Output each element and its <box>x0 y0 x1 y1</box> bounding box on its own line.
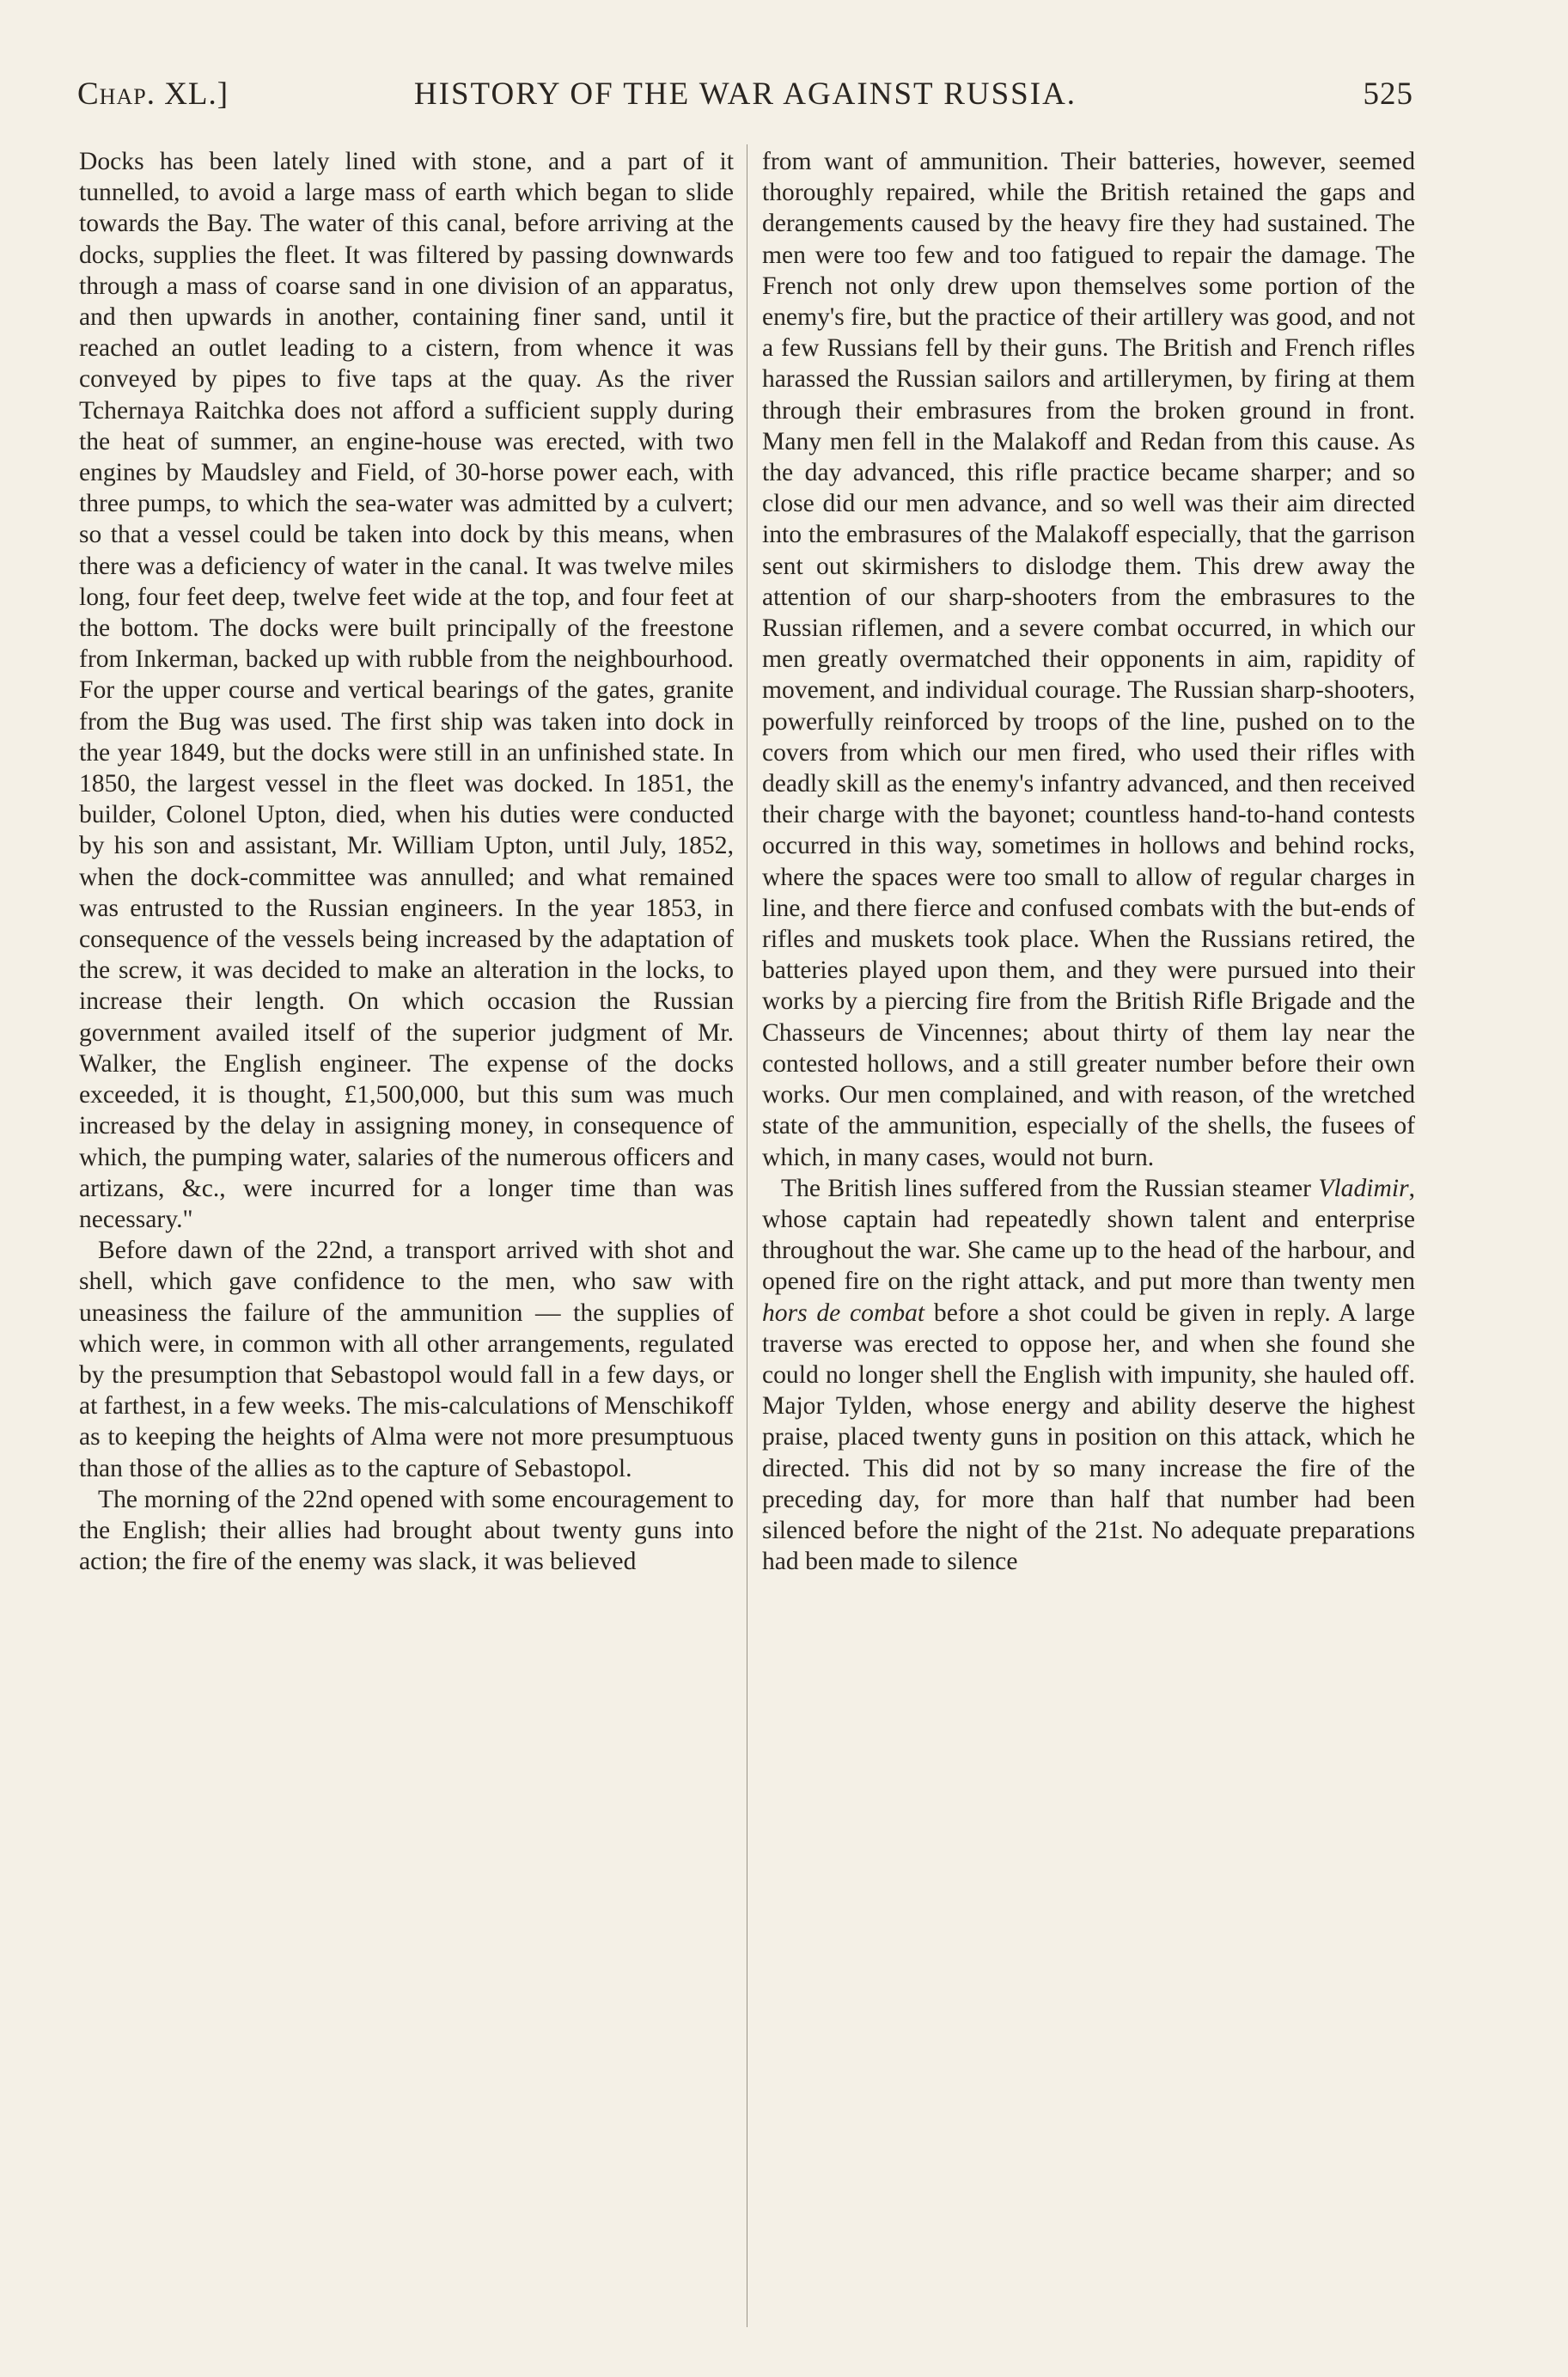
page-number: 525 <box>1363 76 1413 112</box>
text-run: , whose captain had repeatedly shown talent and enterprise throughout the war. She came up to the head of the harbour, and opened fire on the right attack, and put more than twenty men <box>762 1174 1415 1296</box>
text-run: before a shot could be given in reply. A large traverse was erected to oppose her, and when she found she could no longer shell the English with impunity, she hauled off. Major Tylden, whose energy and ability deserve the highest praise, placed twenty guns in position on this attack, which he directed. This did not by so many increase the fire of the preceding day, for more than half that number had been silenced before the night of the 21st. No adequate preparations had been made to silence <box>762 1298 1415 1576</box>
foreign-phrase: hors de combat <box>762 1298 925 1327</box>
left-column <box>79 146 734 1577</box>
paragraph: The morning of the 22nd opened with some encouragement to the English; their allies had brought about twenty guns into action; the fire of the enemy was slack, it was believed <box>79 1485 734 1576</box>
ship-name: Vladimir <box>1318 1174 1409 1202</box>
running-title: HISTORY OF THE WAR AGAINST RUSSIA. <box>413 76 1077 112</box>
right-column <box>762 146 1415 1577</box>
paragraph <box>762 1173 1415 1578</box>
paragraph: Docks has been lately lined with stone, and a part of it tunnelled, to avoid a large mass of earth which began to slide towards the Bay. The water of this canal, before arriving at the docks, supplies the fleet. It was filtered by passing downwards through a mass of coarse sand in one division of an apparatus, and then upwards in another, containing finer sand, until it reached an outlet leading to a cistern, from whence it was conveyed by pipes to five taps at the quay. As the river Tchernaya Raitchka does not afford a sufficient supply during the heat of summer, an engine-house was erected, with two engines by Maudsley and Field, of 30-horse power each, with three pumps, to which the sea-water was admitted by a culvert; so that a vessel could be taken into dock by this means, when there was a deficiency of water in the canal. It was twelve miles long, four feet deep, twelve feet wide at the top, and four feet at the bottom. The docks were built principally of the freestone from Inkerman, backed up with rubble from the neighbourhood. For the upper course and vertical bearings of the gates, granite from the Bug was used. The first ship was taken into dock in the year 1849, but the docks were still in an unfinished state. In 1850, the largest vessel in the fleet was docked. In 1851, the builder, Colonel Upton, died, when his duties were conducted by his son and assistant, Mr. William Upton, until July, 1852, when the dock-committee was annulled; and what remained was entrusted to the Russian engineers. In the year 1853, in consequence of the vessels being increased by the adaptation of the screw, it was decided to make an alteration in the locks, to increase their length. On which occasion the Russian government availed itself of the superior judgment of Mr. Walker, the English engineer. The expense of the docks exceeded, it is thought, £1,500,000, but this sum was much increased by the delay in assigning money, in consequence of which, the pumping water, salaries of the numerous officers and artizans, &c., were incurred for a longer time than was necessary." <box>79 148 734 1233</box>
text-run: The British lines suffered from the Russian steamer <box>781 1174 1319 1202</box>
paragraph: from want of ammunition. Their batteries, however, seemed thoroughly repaired, while the British retained the gaps and derangements caused by the heavy fire they had sustained. The men were too few and too fatigued to repair the damage. The French not only drew upon themselves some portion of the enemy's fire, but the practice of their artillery was good, and not a few Russians fell by their guns. The British and French rifles harassed the Russian sailors and artillerymen, by firing at them through their embrasures from the broken ground in front. Many men fell in the Malakoff and Redan from this cause. As the day advanced, this rifle practice became sharper; and so close did our men advance, and so well was their aim directed into the embrasures of the Malakoff especially, that the garrison sent out skirmishers to dislodge them. This drew away the attention of our sharp-shooters from the embrasures to the Russian riflemen, and a severe combat occurred, in which our men greatly overmatched their opponents in aim, rapidity of movement, and individual courage. The Russian sharp-shooters, powerfully reinforced by troops of the line, pushed on to the covers from which our men fired, who used their rifles with deadly skill as the enemy's infantry advanced, and then received their charge with the bayonet; countless hand-to-hand contests occurred in this way, sometimes in hollows and behind rocks, where the spaces were too small to allow of regular charges in line, and there fierce and confused combats with the but-ends of rifles and muskets took place. When the Russians retired, the batteries played upon them, and they were pursued into their works by a piercing fire from the British Rifle Brigade and the Chasseurs de Vincennes; about thirty of them lay near the contested hollows, and a still greater number before their own works. Our men complained, and with reason, of the wretched state of the ammunition, especially of the shells, the fusees of which, in many cases, would not burn. <box>762 148 1415 1171</box>
running-header <box>77 76 1413 127</box>
paragraph: Before dawn of the 22nd, a transport arrived with shot and shell, which gave confidence to the men, who saw with uneasiness the failure of the ammunition — the supplies of which were, in common with all other arrangements, regulated by the presumption that Sebastopol would fall in a few days, or at farthest, in a few weeks. The mis-calculations of Menschikoff as to keeping the heights of Alma were not more presumptuous than those of the allies as to the capture of Sebastopol. <box>79 1237 734 1482</box>
chapter-label: Chap. XL.] <box>77 76 229 112</box>
